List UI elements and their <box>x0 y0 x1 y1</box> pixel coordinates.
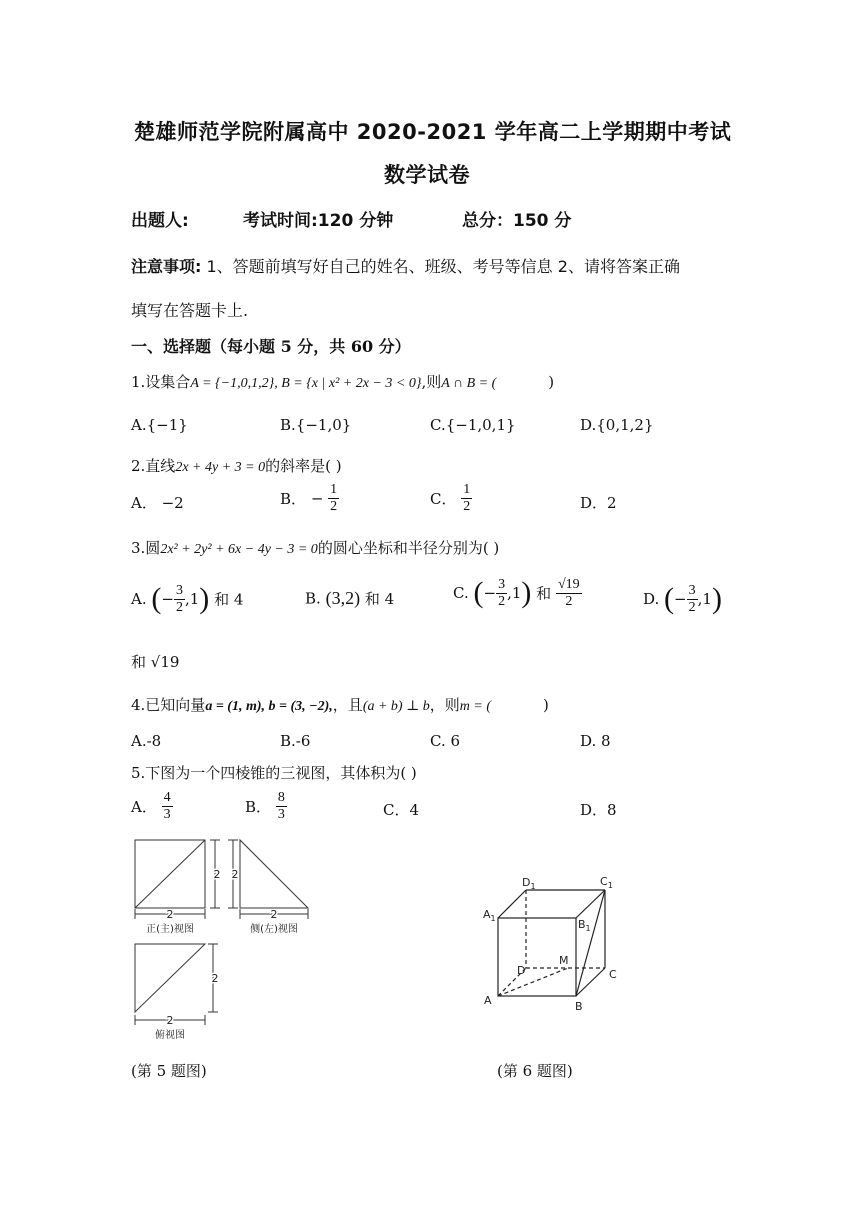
label-d: D <box>517 964 526 977</box>
q5-option-c[interactable]: C．4 <box>383 801 420 819</box>
q2-option-b[interactable]: B． − $\frac{1}{2}$ <box>280 482 338 514</box>
q1-option-c[interactable]: C.{−1,0,1} <box>430 416 516 434</box>
label-b: B <box>575 1000 583 1013</box>
notice-line1: 1、答题前填写好自己的姓名、班级、考号等信息 2、请将答案正确 <box>206 257 680 276</box>
q4-option-c[interactable]: C. 6 <box>430 732 461 750</box>
q3-option-c[interactable]: C. (− $\frac{3}{2}$ ,1) 和 $\frac{√19}{2}$ <box>453 576 580 609</box>
q2-option-d[interactable]: D．2 <box>580 494 617 512</box>
label-b1: $B_1$ <box>578 918 591 933</box>
q1-option-b[interactable]: B.{−1,0} <box>280 416 352 434</box>
section-title: 一、选择题（每小题 5 分，共 60 分） <box>131 337 411 356</box>
q4-option-a[interactable]: A.-8 <box>131 732 162 750</box>
q3-option-d-wrap: 和 √19 <box>131 653 180 671</box>
label-m: M <box>559 954 569 967</box>
notice-label: 注意事项: <box>131 257 202 276</box>
q4-option-d[interactable]: D. 8 <box>580 732 611 750</box>
side-width-dim: 2 <box>270 908 278 921</box>
front-height-dim: 2 <box>213 868 221 881</box>
question-5-stem: 5.下图为一个四棱锥的三视图，其体积为( ) <box>131 764 417 782</box>
notice <box>131 254 680 277</box>
label-c: C <box>609 968 617 981</box>
q3-option-a[interactable]: A. (− $\frac{3}{2}$ ,1) 和 4 <box>131 582 244 615</box>
q5-option-b[interactable]: B． $\frac{8}{3}$ <box>245 790 285 822</box>
total-score: 总分：150 分 <box>462 211 572 231</box>
top-view-label: 俯视图 <box>155 1030 185 1041</box>
front-view-label: 正(主)视图 <box>146 924 194 935</box>
question-4-stem: 4.已知向量a = (1, m), b = (3, −2),，且(a + b) ⊥ b，则m = ( ) <box>131 696 549 714</box>
q1-option-a[interactable]: A.{−1} <box>131 416 188 434</box>
side-view-label: 侧(左)视图 <box>250 924 298 935</box>
top-view-triangle <box>135 944 205 1012</box>
exam-subtitle: 数学试卷 <box>384 163 470 187</box>
author-label: 出题人: <box>131 211 189 231</box>
label-a1: $A_1$ <box>483 908 496 923</box>
side-view-triangle <box>240 840 308 908</box>
figure-6-cube <box>475 868 655 1028</box>
label-a: A <box>484 994 492 1007</box>
question-1-stem: 1.设集合A = {−1,0,1,2}, B = {x | x² + 2x − 3 < 0},则A ∩ B = ( ) <box>131 373 555 391</box>
q1-option-d[interactable]: D.{0,1,2} <box>580 416 654 434</box>
q2-option-a[interactable]: A． −2 <box>131 494 184 512</box>
question-3-stem: 3.圆2x² + 2y² + 6x − 4y − 3 = 0的圆心坐标和半径分别为( ) <box>131 539 500 557</box>
q2-option-c[interactable]: C． $\frac{1}{2}$ <box>430 482 471 514</box>
notice-line2: 填写在答题卡上. <box>131 301 249 320</box>
figure-6-caption: (第 6 题图) <box>497 1062 573 1080</box>
exam-time: 考试时间:120 分钟 <box>243 211 394 231</box>
q5-option-d[interactable]: D．8 <box>580 801 617 819</box>
figure-5-three-views <box>120 832 440 1052</box>
q3-option-d[interactable]: D. (− $\frac{3}{2}$ ,1) <box>643 582 722 615</box>
top-height-dim: 2 <box>211 972 219 985</box>
top-width-dim: 2 <box>166 1014 174 1027</box>
label-c1: $C_1$ <box>600 875 613 890</box>
front-width-dim: 2 <box>166 908 174 921</box>
q5-option-a[interactable]: A． $\frac{4}{3}$ <box>131 790 171 822</box>
exam-title: 楚雄师范学院附属高中 2020-2021 学年高二上学期期中考试 <box>134 120 732 144</box>
label-d1: $D_1$ <box>522 876 536 891</box>
figure-5-caption: (第 5 题图) <box>131 1062 207 1080</box>
q3-option-b[interactable]: B. (3,2) 和 4 <box>305 588 395 608</box>
question-2-stem: 2.直线2x + 4y + 3 = 0的斜率是( ) <box>131 457 342 475</box>
q4-option-b[interactable]: B.-6 <box>280 732 311 750</box>
side-height-dim: 2 <box>231 868 239 881</box>
